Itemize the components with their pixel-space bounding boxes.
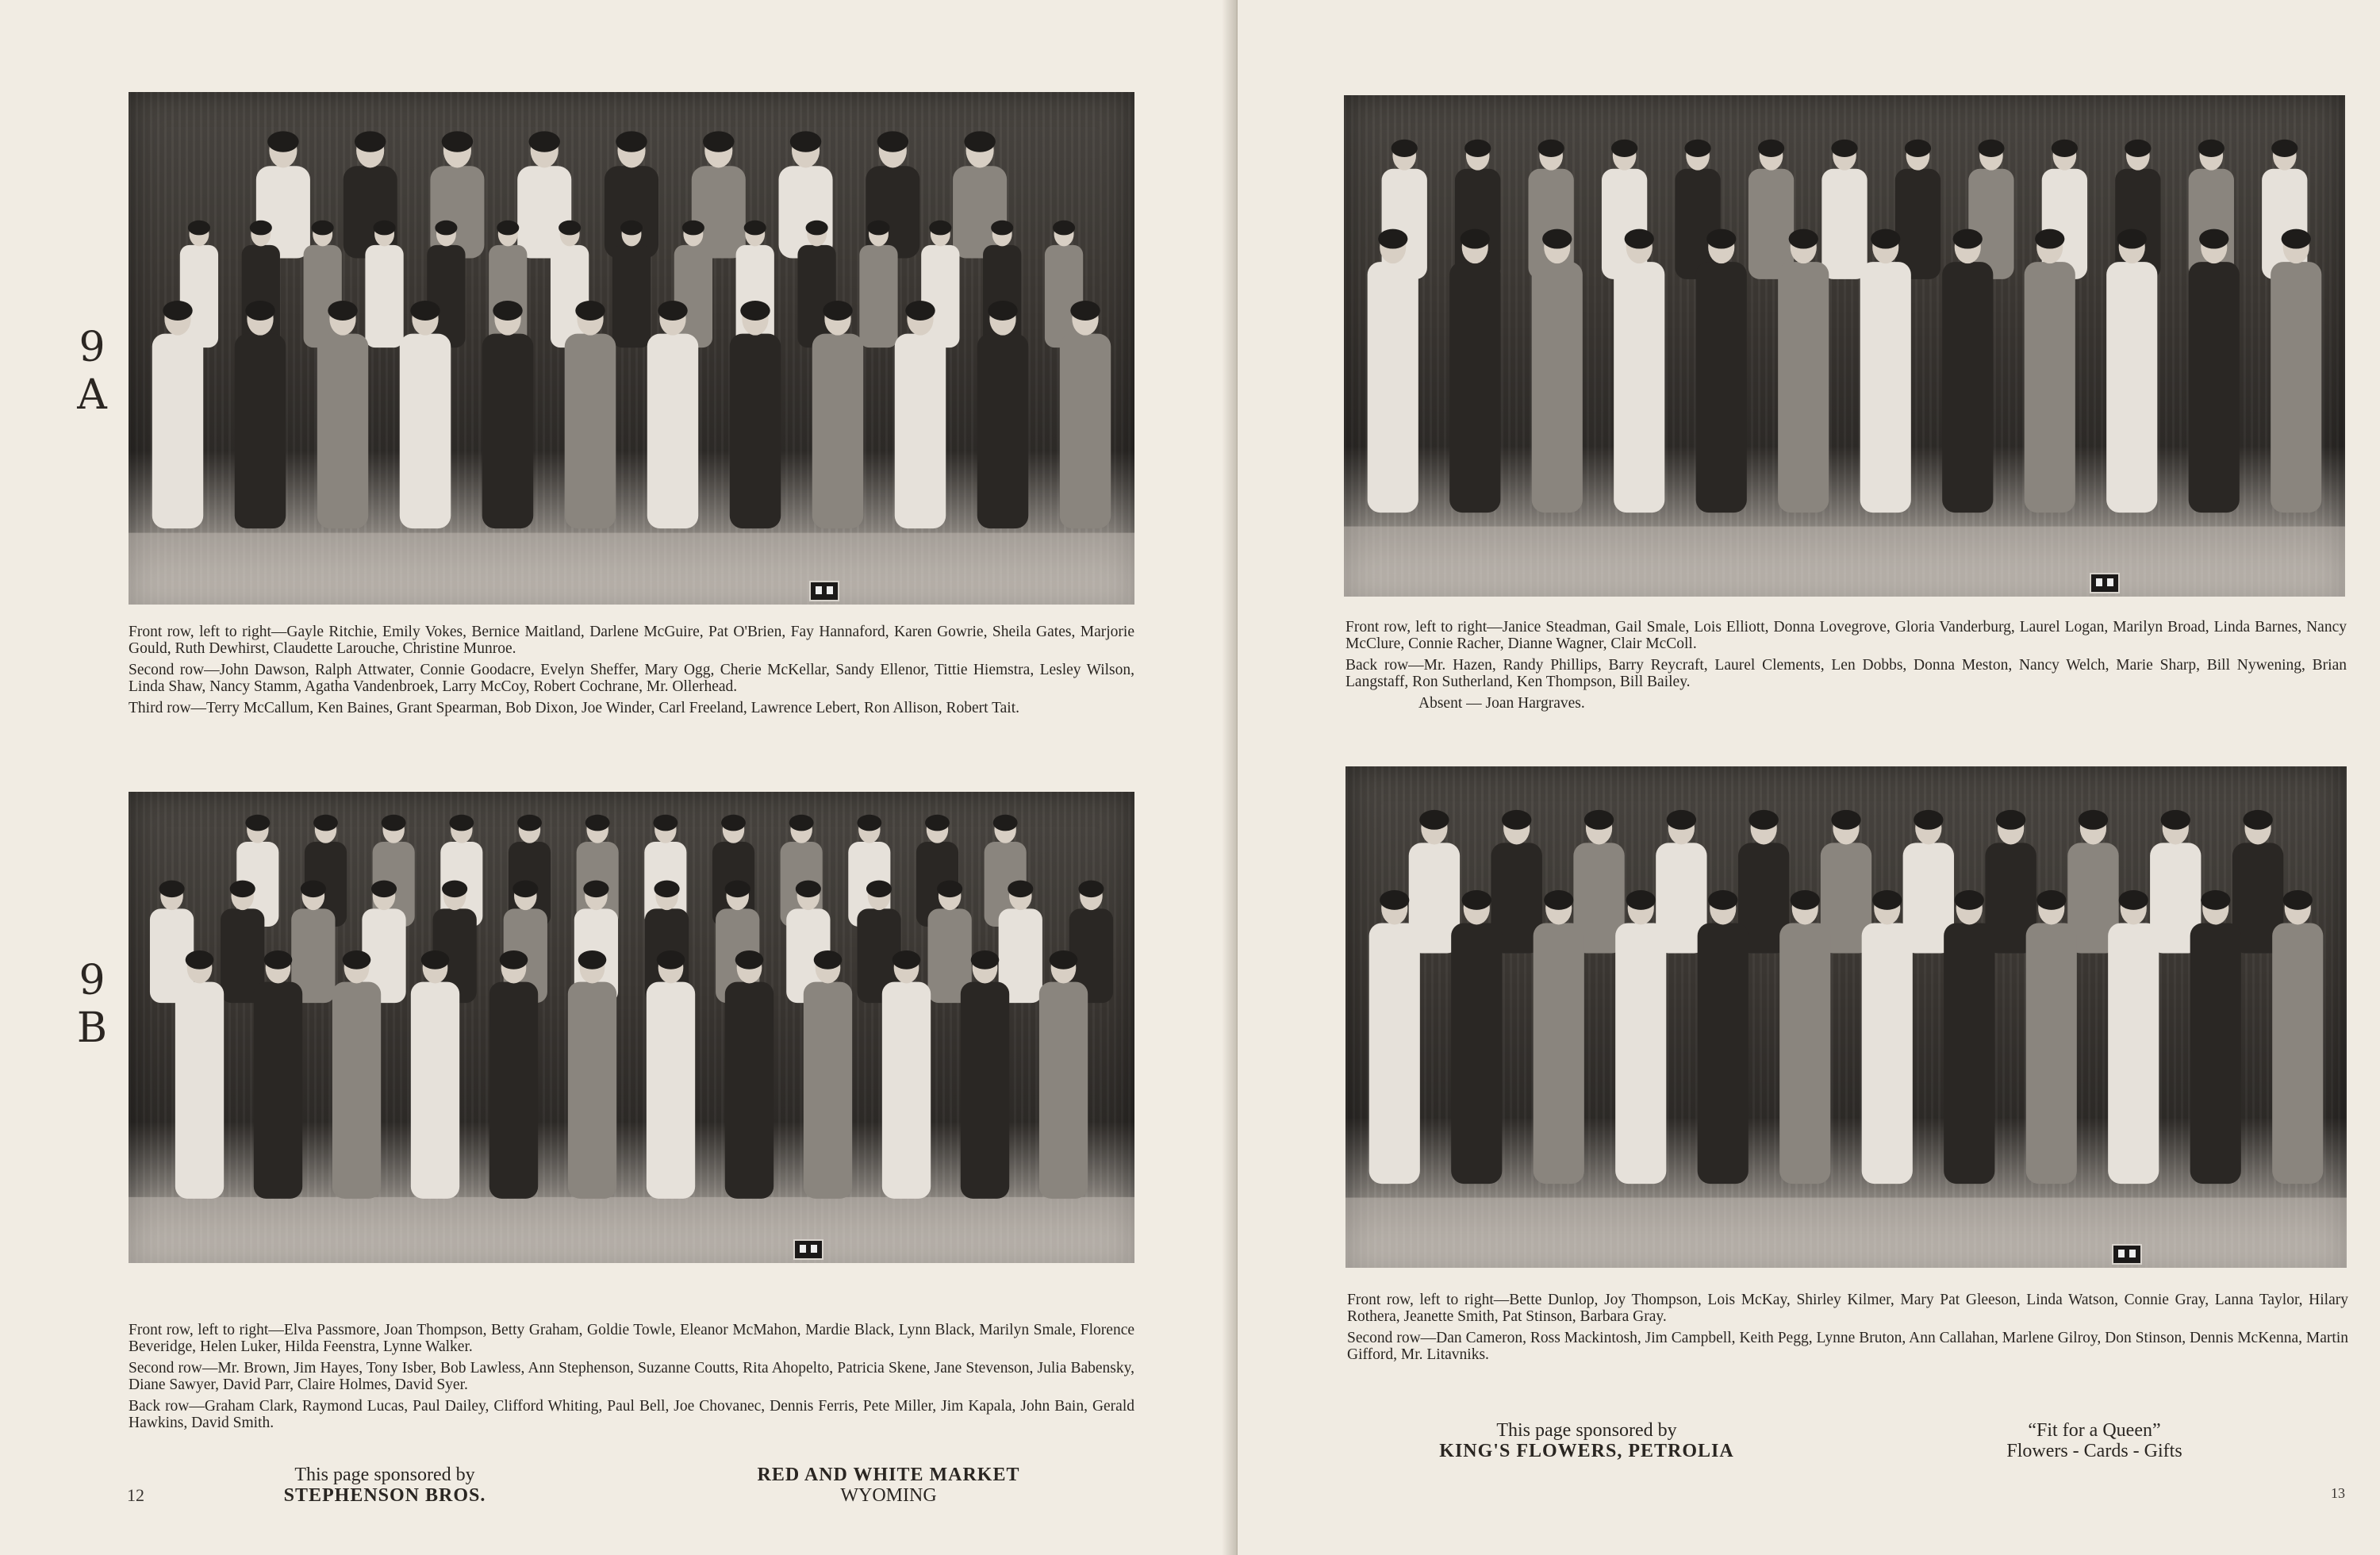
- caption-9b-back-row: Back row—Graham Clark, Raymond Lucas, Paul Dailey, Clifford Whiting, Paul Bell, Joe Chovanec, Dennis Ferris, Pete Miller, Jim Kapala, John Bain, Gerald Hawkins, David Smith.: [129, 1398, 1134, 1431]
- caption-9a-second-row: Second row—John Dawson, Ralph Attwater, Connie Goodacre, Evelyn Sheffer, Mary Ogg, Cherie McKellar, Sandy Ellenor, Tittie Hiemstra, Lesley Wilson, Linda Shaw, Nancy Stamm, Agatha Vandenbroek, Larry McCoy, Robert Cochrane, Mr. Ollerhead.: [129, 662, 1134, 695]
- person-figure: [1942, 229, 1993, 513]
- person-figure: [812, 301, 863, 528]
- person-figure: [2272, 890, 2323, 1184]
- sponsor-right: This page sponsored by KING'S FLOWERS, PETROLIA: [1439, 1420, 1734, 1461]
- person-figure: [804, 950, 852, 1199]
- market-ad: RED AND WHITE MARKET WYOMING: [757, 1465, 1020, 1506]
- right-page: [1238, 0, 2380, 1555]
- group-figures: [1345, 766, 2347, 1268]
- person-figure: [1039, 950, 1088, 1199]
- person-figure: [1449, 229, 1500, 513]
- person-figure: [882, 950, 931, 1199]
- person-figure: [1698, 890, 1749, 1184]
- group-figures: [129, 792, 1134, 1263]
- photo-credit-mark: [2090, 573, 2120, 593]
- photo-credit-mark: [809, 581, 839, 601]
- person-figure: [1860, 229, 1911, 513]
- person-figure: [254, 950, 302, 1199]
- person-figure: [482, 301, 533, 528]
- person-figure: [1615, 890, 1666, 1184]
- person-figure: [332, 950, 381, 1199]
- person-figure: [1895, 140, 1940, 279]
- class-photo-9b: [129, 792, 1134, 1263]
- person-figure: [235, 301, 286, 528]
- group-figures: [129, 92, 1134, 605]
- person-figure: [152, 301, 203, 528]
- person-figure: [1778, 229, 1829, 513]
- person-figure: [2106, 229, 2157, 513]
- caption-top-back-row: Back row—Mr. Hazen, Randy Phillips, Barry Reycraft, Laurel Clements, Len Dobbs, Donna Meston, Nancy Welch, Marie Sharp, Bill Nywening, Brian Langstaff, Ron Sutherland, Ken Thompson, Bill Bailey.: [1345, 657, 2347, 690]
- person-figure: [2025, 229, 2075, 513]
- caption-9a-third-row: Third row—Terry McCallum, Ken Baines, Grant Spearman, Bob Dixon, Joe Winder, Carl Freeland, Lawrence Lebert, Ron Allison, Robert Tait.: [129, 700, 1020, 716]
- person-figure: [2026, 890, 2077, 1184]
- person-figure: [175, 950, 224, 1199]
- caption-bottom-right: [1347, 1292, 2348, 1368]
- person-figure: [568, 950, 616, 1199]
- class-photo-9a: [129, 92, 1134, 605]
- person-figure: [2108, 890, 2159, 1184]
- person-figure: [1614, 229, 1664, 513]
- page-number-right: 13: [2331, 1485, 2345, 1501]
- class-label-9b: 9 B: [76, 957, 108, 1052]
- caption-bottom-second-row: Second row—Dan Cameron, Ross Mackintosh, Jim Campbell, Keith Pegg, Lynne Bruton, Ann Callahan, Marlene Gilroy, Don Stinson, Dennis McKenna, Martin Gifford, Mr. Litavniks.: [1347, 1330, 2348, 1363]
- class-photo-top-right: [1344, 95, 2345, 597]
- person-figure: [1368, 229, 1418, 513]
- person-figure: [317, 301, 368, 528]
- person-figure: [647, 950, 695, 1199]
- caption-top-front-row: Front row, left to right—Janice Steadman, Gail Smale, Lois Elliott, Donna Lovegrove, Gloria Vanderburg, Laurel Logan, Marilyn Broad, Linda Barnes, Nancy McClure, Connie Racher, Dianne Wagner, Clair McColl.: [1345, 619, 2347, 652]
- caption-9b: [129, 1322, 1134, 1436]
- florist-slogan: “Fit for a Queen” Flowers - Cards - Gifts: [2006, 1420, 2182, 1461]
- person-figure: [1821, 140, 1867, 279]
- person-figure: [977, 301, 1028, 528]
- class-photo-bottom-right: [1345, 766, 2347, 1268]
- person-figure: [411, 950, 459, 1199]
- class-label-9a: 9 A: [77, 324, 107, 419]
- person-figure: [730, 301, 781, 528]
- caption-9b-second-row: Second row—Mr. Brown, Jim Hayes, Tony Isber, Bob Lawless, Ann Stephenson, Suzanne Coutts, Rita Ahopelto, Patricia Skene, Jane Stevenson, Julia Babensky, Diane Sawyer, David Parr, Claire Holmes, David Syer.: [129, 1360, 1134, 1393]
- person-figure: [1369, 890, 1420, 1184]
- person-figure: [1532, 229, 1583, 513]
- person-figure: [400, 301, 451, 528]
- person-figure: [2189, 229, 2240, 513]
- person-figure: [1862, 890, 1913, 1184]
- person-figure: [1060, 301, 1111, 528]
- person-figure: [647, 301, 698, 528]
- person-figure: [1944, 890, 1994, 1184]
- caption-top-right: [1345, 619, 2347, 716]
- caption-top-absent: Absent — Joan Hargraves.: [1418, 695, 1585, 712]
- photo-credit-mark: [2112, 1244, 2142, 1265]
- person-figure: [1749, 140, 1794, 279]
- caption-9b-front-row: Front row, left to right—Elva Passmore, Joan Thompson, Betty Graham, Goldie Towle, Eleanor McMahon, Mardie Black, Lynn Black, Marilyn Smale, Florence Beveridge, Helen Luker, Hilda Feenstra, Lynne Walker.: [129, 1322, 1134, 1355]
- person-figure: [1451, 890, 1502, 1184]
- group-figures: [1344, 95, 2345, 597]
- person-figure: [489, 950, 538, 1199]
- sponsor-left: This page sponsored by STEPHENSON BROS.: [283, 1465, 486, 1506]
- person-figure: [1534, 890, 1584, 1184]
- page-number-left: 12: [127, 1485, 144, 1505]
- person-figure: [725, 950, 774, 1199]
- photo-credit-mark: [793, 1239, 823, 1260]
- caption-9a-front-row: Front row, left to right—Gayle Ritchie, Emily Vokes, Bernice Maitland, Darlene McGuire, Pat O'Brien, Fay Hannaford, Karen Gowrie, Sheila Gates, Marjorie Gould, Ruth Dewhirst, Claudette Larouche, Christine Munroe.: [129, 624, 1134, 657]
- person-figure: [1779, 890, 1830, 1184]
- caption-9a: [129, 624, 1134, 721]
- person-figure: [2190, 890, 2241, 1184]
- person-figure: [2271, 229, 2321, 513]
- person-figure: [895, 301, 946, 528]
- caption-bottom-front-row: Front row, left to right—Bette Dunlop, Joy Thompson, Lois McKay, Shirley Kilmer, Mary Pat Gleeson, Linda Watson, Connie Gray, Lanna Taylor, Hilary Rothera, Jeanette Smith, Pat Stinson, Barbara Gray.: [1347, 1292, 2348, 1325]
- person-figure: [565, 301, 616, 528]
- person-figure: [1696, 229, 1747, 513]
- person-figure: [961, 950, 1009, 1199]
